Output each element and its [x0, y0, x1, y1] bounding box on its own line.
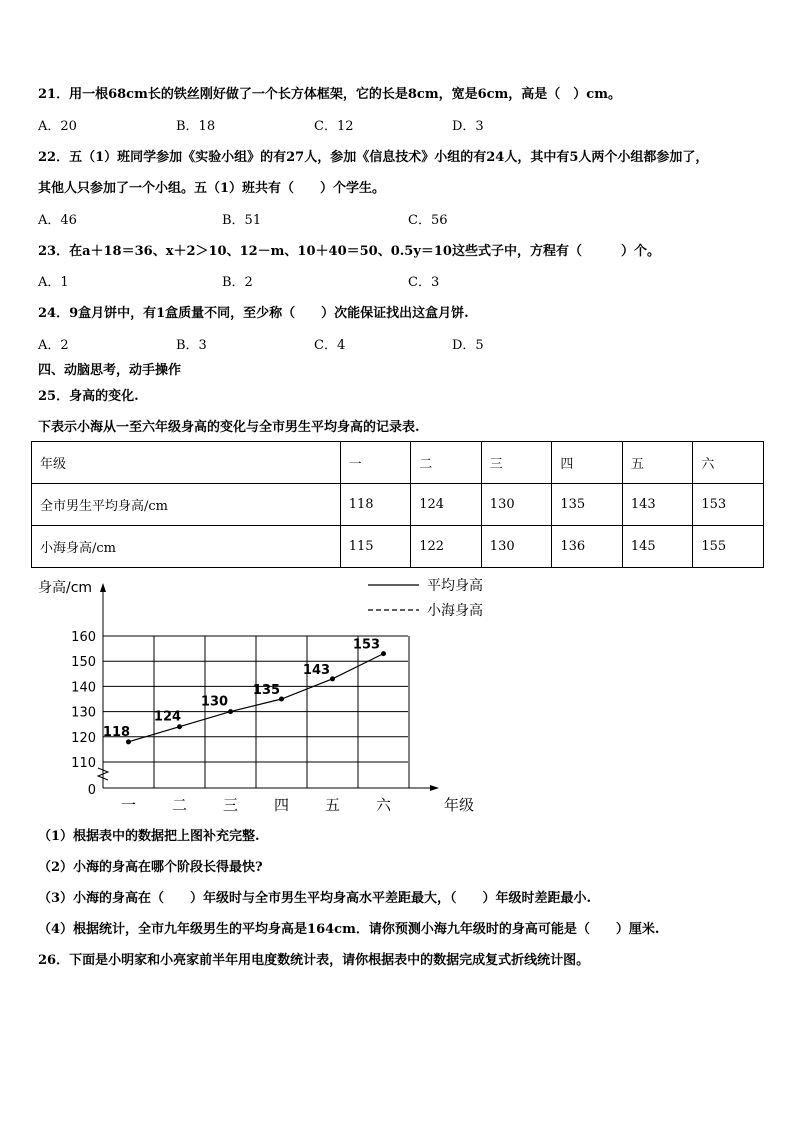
data-point [330, 676, 335, 681]
table-cell: 小海身高/cm [32, 526, 341, 568]
x-tick-label: 四 [273, 796, 290, 814]
section4-heading: 四、动脑思考，动手操作 [38, 363, 182, 378]
q23-stem: 23．在a＋18＝36、x＋2＞10、12－m、10＋40＝50、0.5y＝10这些式子中，方程有（ ）个。 [38, 244, 660, 259]
data-label: 118 [102, 724, 131, 740]
x-tick-label: 五 [324, 796, 341, 814]
data-label: 153 [352, 637, 381, 653]
data-point [228, 709, 233, 714]
table-cell: 115 [340, 526, 411, 568]
table-cell: 135 [552, 484, 623, 526]
q23-option-b: B．2 [222, 275, 253, 290]
y-tick-label: 120 [71, 730, 96, 746]
q24-option-c: C．4 [314, 338, 346, 353]
q25-intro: 下表示小海从一至六年级身高的变化与全市男生平均身高的记录表. [38, 420, 420, 435]
q22-stem-line1: 22．五（1）班同学参加《实验小组》的有27人，参加《信息技术》小组的有24人，其中有5人两个小组都参加了， [38, 150, 709, 165]
table-cell: 145 [622, 526, 693, 568]
table-cell: 118 [340, 484, 411, 526]
data-label: 130 [200, 694, 229, 710]
table-header-cell: 二 [411, 442, 482, 484]
x-tick-label: 三 [222, 796, 239, 814]
table-row [32, 484, 764, 526]
table-header-cell: 三 [481, 442, 552, 484]
y-axis-label: 身高/cm [38, 580, 93, 596]
x-axis-label: 年级 [444, 796, 475, 814]
table-cell: 143 [622, 484, 693, 526]
table-cell: 155 [693, 526, 764, 568]
x-tick-label: 一 [120, 796, 137, 814]
q23-option-a: A．1 [38, 275, 69, 290]
y-axis-arrow-icon [100, 583, 106, 592]
q22-option-b: B．51 [222, 213, 262, 228]
data-point [381, 651, 386, 656]
q25-sub2: （2）小海的身高在哪个阶段长得最快? [38, 860, 263, 875]
q22-option-a: A．46 [38, 213, 77, 228]
height-record-table [31, 441, 764, 568]
q21-option-c: C．12 [314, 119, 354, 134]
y-tick-label: 150 [71, 655, 96, 671]
table-cell: 153 [693, 484, 764, 526]
legend-entry-average: 平均身高 [427, 578, 483, 594]
data-label: 135 [252, 683, 281, 698]
x-tick-label: 六 [375, 796, 392, 814]
data-point [126, 739, 131, 744]
q25-sub4: （4）根据统计，全市九年级男生的平均身高是164cm．请你预测小海九年级时的身高可能是（ ）厘米. [38, 922, 660, 937]
table-cell: 130 [481, 526, 552, 568]
table-header-cell: 四 [552, 442, 623, 484]
table-cell: 全市男生平均身高/cm [32, 484, 341, 526]
q25-sub1: （1）根据表中的数据把上图补充完整. [38, 829, 260, 844]
q22-option-c: C．56 [408, 213, 448, 228]
table-header-cell: 年级 [32, 442, 341, 484]
q21-option-b: B．18 [176, 119, 216, 134]
table-row [32, 526, 764, 568]
table-header-cell: 六 [693, 442, 764, 484]
y-tick-label: 140 [71, 680, 96, 696]
q22-stem-line2: 其他人只参加了一个小组。五（1）班共有（ ）个学生。 [38, 181, 386, 196]
table-cell: 122 [411, 526, 482, 568]
table-header-cell: 一 [340, 442, 411, 484]
table-cell: 124 [411, 484, 482, 526]
data-label: 143 [302, 662, 331, 678]
q24-option-b: B．3 [176, 338, 207, 353]
q24-option-a: A．2 [38, 338, 69, 353]
y-tick-label: 0 [87, 783, 96, 798]
axis-break-icon [98, 768, 108, 780]
data-point [177, 724, 182, 729]
x-axis-arrow-icon [430, 785, 439, 791]
table-cell: 136 [552, 526, 623, 568]
table-header-cell: 五 [622, 442, 693, 484]
y-tick-label: 160 [71, 630, 96, 645]
data-label: 124 [153, 709, 182, 725]
q23-option-c: C．3 [408, 275, 440, 290]
table-header-row [32, 442, 764, 484]
y-tick-label: 110 [71, 756, 96, 771]
q24-option-d: D．5 [452, 338, 484, 353]
q21-option-a: A．20 [38, 119, 77, 134]
x-tick-label: 二 [171, 796, 188, 814]
y-tick-label: 130 [71, 705, 96, 721]
q21-stem: 21．用一根68cm长的铁丝刚好做了一个长方体框架，它的长是8cm，宽是6cm，高是（ ）cm。 [38, 87, 621, 102]
q24-stem: 24．9盒月饼中，有1盒质量不同，至少称（ ）次能保证找出这盒月饼. [38, 306, 469, 321]
table-cell: 130 [481, 484, 552, 526]
legend-entry-xiaohai: 小海身高 [427, 603, 483, 619]
q25-title: 25．身高的变化. [38, 389, 139, 404]
q26-stem: 26．下面是小明家和小亮家前半年用电度数统计表，请你根据表中的数据完成复式折线统计图。 [38, 953, 590, 968]
q21-option-d: D．3 [452, 119, 484, 134]
height-line-chart [30, 572, 500, 817]
q25-sub3: （3）小海的身高在（ ）年级时与全市男生平均身高水平差距最大，（ ）年级时差距最小. [38, 891, 592, 906]
